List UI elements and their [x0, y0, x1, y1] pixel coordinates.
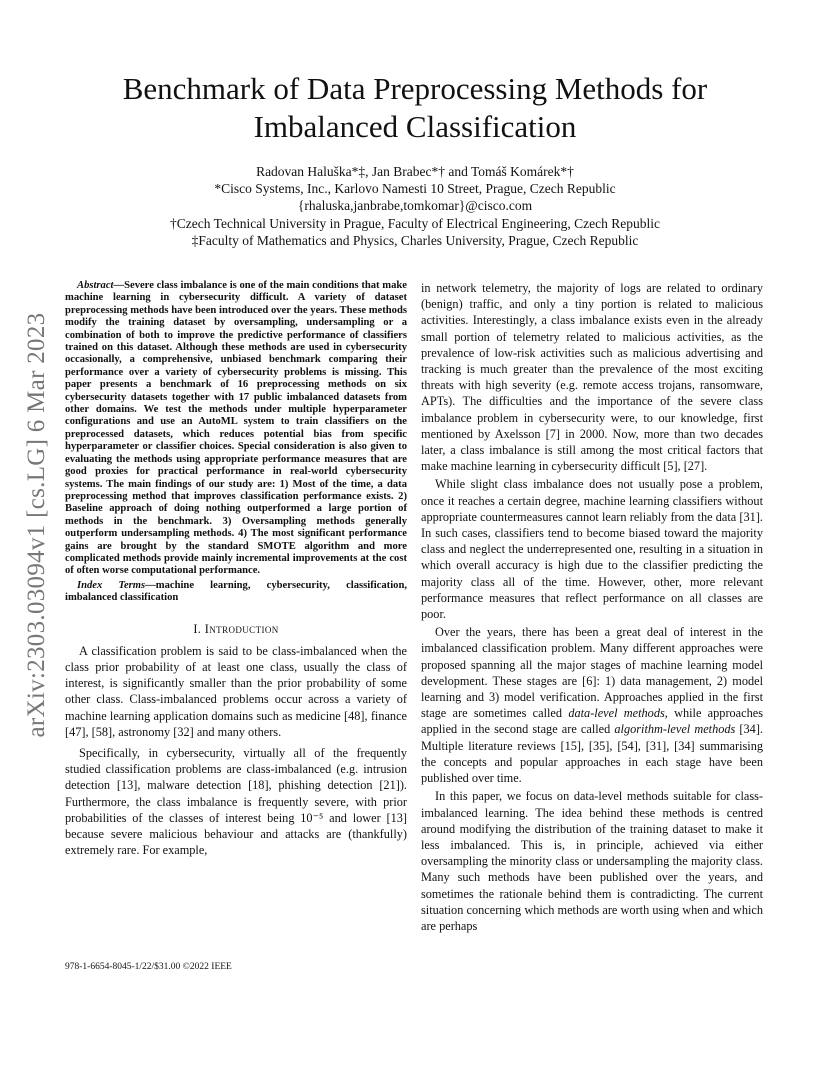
intro-paragraph-2-continued: in network telemetry, the majority of logs are related to ordinary (benign) traffic, and only a tiny portion is related to malicious activities. Interestingly, a class imbalance exists even in the already small portion of telemetry related to malicious activities, as the prevalence of low-risk activities such as malicious advertising and tracking is much greater than the prevalence of the most exciting threats with high severity (e.g. remote access trojans, ransomware, APTs). The difficulties and the importance of the severe class imbalance problem in cybersecurity were, to our knowledge, first mentioned by Axelsson [7] in 2000. Now, more than two decades later, a class imbalance is still among the most critical factors that make machine learning in cybersecurity difficult [5], [27]. [421, 281, 763, 474]
author-block [60, 163, 770, 249]
abstract-label: Abstract [77, 280, 114, 291]
algorithm-level-methods-term: algorithm-level methods [614, 722, 736, 737]
intro-paragraph-2: Specifically, in cybersecurity, virtually all of the frequently studied classification problems are class-imbalanced (e.g. intrusion detection [13], malware detection [18], phishing detection [21]). Furthermore, the class imbalance is frequently severe, with prior probabilities of the classes of interest being 10⁻⁵ and lower [13] because severe malicious behaviour and attacks are (thankfully) extremely rare. For example, [65, 745, 407, 858]
title-line-2: Imbalanced Classification [253, 109, 577, 144]
right-column [421, 280, 763, 934]
intro-paragraph-4 [421, 624, 763, 786]
section-title: Introduction [204, 621, 279, 636]
copyright-footer: 978-1-6654-8045-1/22/$31.00 ©2022 IEEE [65, 962, 232, 972]
intro-paragraph-5: In this paper, we focus on data-level methods suitable for class-imbalanced learning. The idea behind these methods is centred around modifying the distribution of the training dataset to make it less imbalanced. This is, in principle, achieved via either oversampling the minority class or undersampling the majority class. Many such methods have been published over the years, and sometimes the rationale behind them is contradicting. The current situation concerning which methods are worth using when and which are perhaps [421, 789, 763, 933]
intro-paragraph-4-part-a: Over the years, there has been a great deal of interest in the imbalanced classification problem. Many different approaches were proposed spanning all the major stages of machine learning model development. These stages are [6]: 1) data management, 2) model learning and 3) model verification. Approaches applied in the first stage are sometimes called [421, 625, 763, 721]
data-level-methods-term: data-level methods [568, 706, 665, 721]
affiliation-ctu: †Czech Technical University in Prague, Faculty of Electrical Engineering, Czech Republic [170, 215, 660, 231]
title-line-1: Benchmark of Data Preprocessing Methods for [122, 71, 708, 106]
index-terms-text: —machine learning, cybersecurity, classification, imbalanced classification [65, 579, 407, 604]
affiliation-cisco: *Cisco Systems, Inc., Karlovo Namesti 10 Street, Prague, Czech Republic [214, 181, 616, 197]
abstract [65, 280, 407, 578]
arxiv-identifier-sidebar [20, 290, 54, 760]
arxiv-identifier: arXiv:2303.03094v1 [cs.LG] 6 Mar 2023 [23, 312, 50, 738]
abstract-text: —Severe class imbalance is one of the main conditions that make machine learning in cybersecurity difficult. A variety of dataset preprocessing methods have been introduced over the years. These methods modify the training dataset by oversampling, undersampling or a combination of both to improve the predictive performance of classifiers trained on this dataset. Although these methods are used in cybersecurity occasionally, a comprehensive, unbiased benchmark comparing their performance over a variety of cybersecurity problems is missing. This paper presents a benchmark of 16 preprocessing methods on six cybersecurity datasets together with 17 public imbalanced datasets from other domains. We test the methods under multiple hyperparameter configurations and use an AutoML system to train classifiers on the preprocessed datasets, which reduces potential bias from specific hyperparameter or classifier choices. Special consideration is also given to evaluating the methods using appropriate performance measures that are good proxies for practical performance in real-world cybersecurity systems. The main findings of our study are: 1) Most of the time, a data preprocessing method that improves classification performance exists. 2) Baseline approach of doing nothing outperformed a large portion of methods in the benchmark. 3) Oversampling methods generally outperform undersampling methods. 4) The most significant performance gains are brought by the standard SMOTE algorithm and more complicated methods provide mainly incremental improvements at the cost of often worse computational performance. [65, 280, 407, 577]
left-column [65, 280, 407, 858]
affiliation-charles-university: ‡Faculty of Mathematics and Physics, Charles University, Prague, Czech Republic [191, 232, 639, 248]
author-names: Radovan Haluška*‡, Jan Brabec*† and Tomáš Komárek*† [256, 164, 574, 179]
author-emails: {rhaluska,janbrabe,tomkomar}@cisco.com [297, 198, 533, 214]
intro-paragraph-1: A classification problem is said to be class-imbalanced when the class prior probability of at least one class, usually the class of interest, is significantly smaller than the prior probability of some other class. Class-imbalanced problems occur across a variety of machine learning application domains such as medicine [48], finance [47], [58], astronomy [32] and many others. [65, 643, 407, 739]
paper-title [60, 70, 770, 146]
intro-paragraph-3: While slight class imbalance does not usually pose a problem, once it reaches a certain degree, machine learning classifiers without appropriate countermeasures cannot learn reliably from the data [31]. In such cases, classifiers tend to become biased toward the majority class and neglect the underrepresented one, resulting in a situation in which overall accuracy is high due to the classifier predicting the majority class all of the time. However, other, more relevant performance measures that reflect performance on all classes are poor. [421, 477, 763, 622]
index-terms-label: Index Terms [77, 579, 146, 591]
index-terms [65, 580, 407, 605]
intro-paragraph-4-part-b: , while approaches applied in the second stage are called [421, 706, 763, 737]
intro-paragraph-4-part-c: [34]. Multiple literature reviews [15], [35], [54], [31], [34] summarising the concepts and popular approaches in each stage have been published over time. [421, 722, 763, 786]
section-heading-introduction [65, 621, 407, 637]
section-number: I. [193, 621, 202, 636]
